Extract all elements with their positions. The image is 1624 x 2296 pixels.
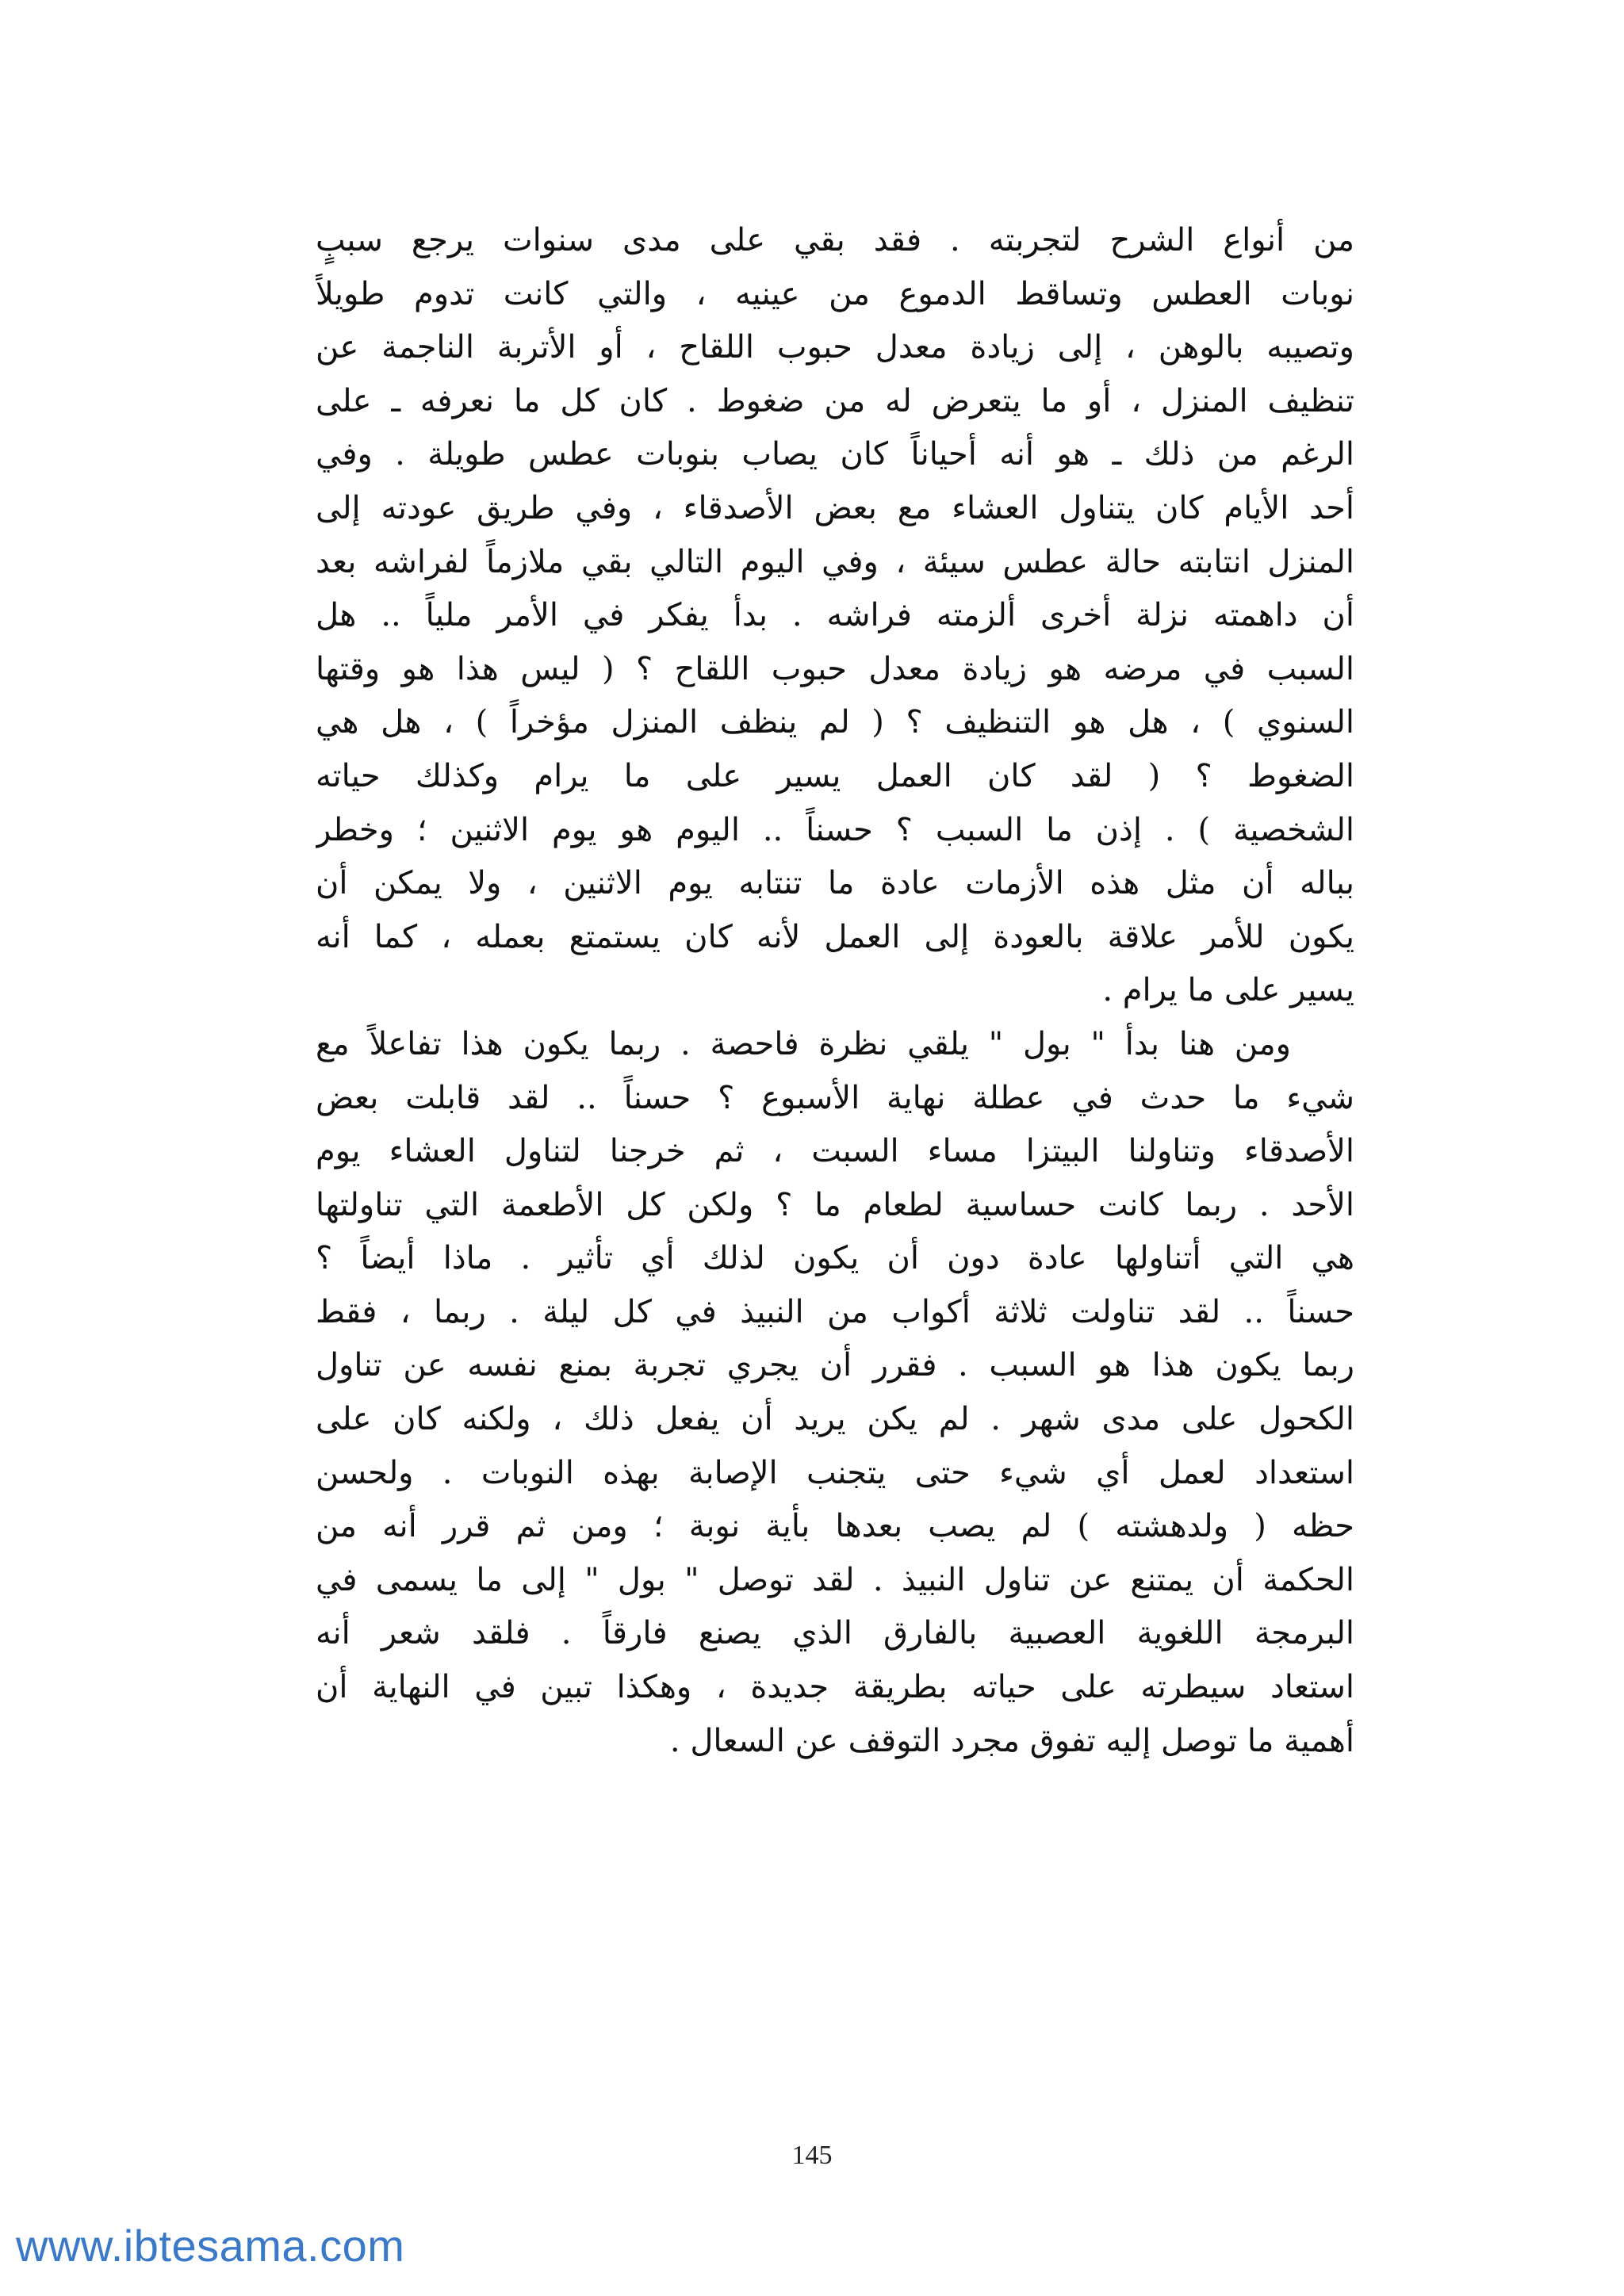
- text-line: استعاد سيطرته على حياته بطريقة جديدة ، وهكذا تبين في النهاية أن: [316, 1669, 1354, 1706]
- text-line: الضغوط ؟ ( لقد كان العمل يسير على ما يرام وكذلك حياته: [316, 757, 1354, 794]
- text-line: الأصدقاء وتناولنا البيتزا مساء السبت ، ثم خرجنا لتناول العشاء يوم: [316, 1133, 1354, 1170]
- paragraph-2: [316, 1018, 1354, 1768]
- paragraph-1: [316, 214, 1354, 1018]
- text-line: الكحول على مدى شهر . لم يكن يريد أن يفعل ذلك ، ولكنه كان على: [316, 1401, 1354, 1438]
- text-line: الأحد . ربما كانت حساسية لطعام ما ؟ ولكن كل الأطعمة التي تناولتها: [316, 1186, 1354, 1223]
- text-line: أحد الأيام كان يتناول العشاء مع بعض الأصدقاء ، وفي طريق عودته إلى: [316, 489, 1354, 526]
- text-line: الرغم من ذلك ـ هو أنه أحياناً كان يصاب بنوبات عطس طويلة . وفي: [316, 436, 1354, 473]
- text-line: من أنواع الشرح لتجربته . فقد بقي على مدى سنوات يرجع سببٍ: [316, 222, 1354, 258]
- text-line: حسناً .. لقد تناولت ثلاثة أكواب من النبيذ في كل ليلة . ربما ، فقط: [316, 1293, 1354, 1330]
- text-line: استعداد لعمل أي شيء حتى يتجنب الإصابة بهذه النوبات . ولحسن: [316, 1454, 1354, 1491]
- text-line: نوبات العطس وتساقط الدموع من عينيه ، والتي كانت تدوم طويلاً: [316, 275, 1354, 312]
- text-line: ومن هنا بدأ " بول " يلقي نظرة فاحصة . ربما يكون هذا تفاعلاً مع: [316, 1025, 1291, 1062]
- text-line: السبب في مرضه هو زيادة معدل حبوب اللقاح ؟ ( ليس هذا هو وقتها: [316, 650, 1354, 687]
- text-line: ربما يكون هذا هو السبب . فقرر أن يجري تجربة بمنع نفسه عن تناول: [316, 1347, 1354, 1384]
- text-line: حظه ( ولدهشته ) لم يصب بعدها بأية نوبة ؛ ومن ثم قرر أنه من: [316, 1508, 1354, 1545]
- body-text: [316, 214, 1354, 1768]
- text-line: الشخصية ) . إذن ما السبب ؟ حسناً .. اليوم هو يوم الاثنين ؛ وخطر: [316, 811, 1354, 848]
- text-line: بباله أن مثل هذه الأزمات عادة ما تنتابه يوم الاثنين ، ولا يمكن أن: [316, 865, 1354, 902]
- text-line: المنزل انتابته حالة عطس سيئة ، وفي اليوم التالي بقي ملازماً لفراشه بعد: [316, 543, 1354, 580]
- page-number: 145: [791, 2141, 833, 2170]
- text-line: شيء ما حدث في عطلة نهاية الأسبوع ؟ حسناً .. لقد قابلت بعض: [316, 1079, 1354, 1116]
- text-line: يسير على ما يرام .: [1102, 972, 1354, 1009]
- text-line: يكون للأمر علاقة بالعودة إلى العمل لأنه كان يستمتع بعمله ، كما أنه: [316, 918, 1354, 955]
- text-line: البرمجة اللغوية العصبية بالفارق الذي يصنع فارقاً . فلقد شعر أنه: [316, 1615, 1354, 1652]
- watermark-url[interactable]: www.ibtesama.com: [16, 2221, 405, 2271]
- text-line: تنظيف المنزل ، أو ما يتعرض له من ضغوط . كان كل ما نعرفه ـ على: [316, 382, 1354, 419]
- text-line: السنوي ) ، هل هو التنظيف ؟ ( لم ينظف المنزل مؤخراً ) ، هل هي: [316, 704, 1354, 741]
- text-line: هي التي أتناولها عادة دون أن يكون لذلك أي تأثير . ماذا أيضاً ؟: [316, 1240, 1354, 1277]
- text-line: أن داهمته نزلة أخرى ألزمته فراشه . بدأ يفكر في الأمر ملياً .. هل: [316, 597, 1354, 634]
- text-line: أهمية ما توصل إليه تفوق مجرد التوقف عن السعال .: [669, 1722, 1354, 1759]
- text-line: الحكمة أن يمتنع عن تناول النبيذ . لقد توصل " بول " إلى ما يسمى في: [316, 1561, 1354, 1598]
- text-line: وتصيبه بالوهن ، إلى زيادة معدل حبوب اللقاح ، أو الأتربة الناجمة عن: [316, 329, 1354, 366]
